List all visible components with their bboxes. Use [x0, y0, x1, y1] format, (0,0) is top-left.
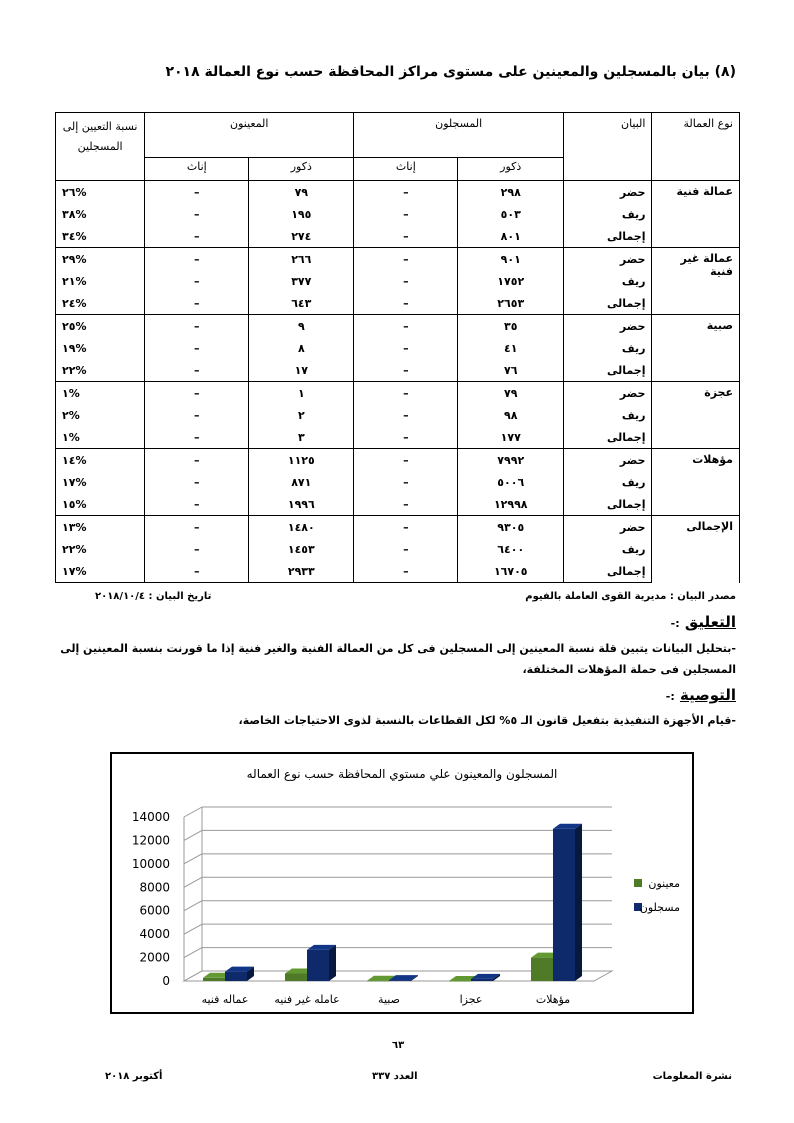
bar-appointed [531, 958, 553, 981]
x-tick-label: عامله غير فنيه [274, 993, 340, 1006]
cell-pct: %٢١ [56, 270, 145, 292]
cell-reg-m: ١٦٧٠٥ [458, 560, 564, 583]
header-bayan: البيان [564, 113, 652, 181]
cell-app-m: ١١٢٥ [249, 449, 354, 472]
cell-pct: %١٥ [56, 493, 145, 516]
cell-bayan: ريف [564, 270, 652, 292]
cell-reg-f: – [354, 225, 458, 248]
y-tick-label: 4000 [139, 927, 170, 942]
cell-bayan: إجمالى [564, 292, 652, 315]
labor-type-cell: عمالة فنية [652, 181, 740, 248]
legend-swatch [634, 879, 642, 887]
recommendation-heading [666, 686, 736, 704]
gridline-side [184, 877, 202, 887]
cell-bayan: حضر [564, 315, 652, 338]
table-row [56, 560, 740, 583]
table-row [56, 538, 740, 560]
cell-bayan: إجمالى [564, 225, 652, 248]
cell-reg-m: ٧٦ [458, 359, 564, 382]
y-tick-label: 12000 [131, 833, 170, 848]
cell-app-f: – [145, 270, 249, 292]
cell-app-m: ١٤٨٠ [249, 516, 354, 539]
comment-text: -بتحليل البيانات يتبين قلة نسبة المعينين إلى المسجلين فى كل من العمالة الفنية والغير فنية إذا ما قورنت بنسبة المعينين إلى المسجلين فى حملة المؤهلات المختلفة، [60, 642, 736, 676]
bar-chart [110, 752, 694, 1014]
cell-app-m: ٣٧٧ [249, 270, 354, 292]
cell-app-m: ١٧ [249, 359, 354, 382]
gridline-side [184, 924, 202, 934]
table-row [56, 359, 740, 382]
cell-reg-m: ٢٦٥٣ [458, 292, 564, 315]
cell-reg-m: ٩٣٠٥ [458, 516, 564, 539]
cell-app-f: – [145, 359, 249, 382]
labor-type-cell: مؤهلات [652, 449, 740, 516]
labor-table [55, 112, 740, 583]
cell-app-m: ٢ [249, 404, 354, 426]
comment-heading-label: التعليق [684, 613, 736, 631]
cell-bayan: إجمالى [564, 426, 652, 449]
header-appointed: المعينون [145, 113, 354, 158]
bar-registered [553, 829, 575, 981]
bar-appointed [203, 978, 225, 981]
header-app-male: ذكور [249, 158, 354, 181]
table-row [56, 471, 740, 493]
cell-reg-f: – [354, 426, 458, 449]
y-tick-label: 8000 [139, 880, 170, 895]
comment-heading-suffix: :- [670, 617, 680, 630]
cell-reg-m: ٧٩٩٢ [458, 449, 564, 472]
header-ratio: نسبة التعيين إلى المسجلين [56, 113, 145, 181]
bar-appointed [449, 981, 471, 982]
table-row [56, 426, 740, 449]
cell-pct: %١٩ [56, 337, 145, 359]
cell-app-f: – [145, 493, 249, 516]
cell-app-f: – [145, 181, 249, 204]
cell-pct: %٢٦ [56, 181, 145, 204]
cell-reg-f: – [354, 516, 458, 539]
footer-publication: نشرة المعلومات [652, 1071, 732, 1082]
cell-bayan: حضر [564, 181, 652, 204]
cell-app-f: – [145, 471, 249, 493]
labor-type-cell: عمالة غير فنية [652, 248, 740, 315]
recommendation-heading-label: التوصية [679, 686, 736, 704]
cell-app-m: ٣ [249, 426, 354, 449]
table-row [56, 404, 740, 426]
cell-app-f: – [145, 225, 249, 248]
cell-reg-f: – [354, 203, 458, 225]
cell-pct: %١٧ [56, 471, 145, 493]
chart-svg [112, 754, 692, 1012]
bar-registered [471, 979, 493, 981]
cell-app-f: – [145, 292, 249, 315]
cell-app-m: ١ [249, 382, 354, 405]
x-tick-label: مؤهلات [535, 993, 571, 1006]
legend-label: معينون [648, 877, 680, 890]
x-tick-label: عماله فنيه [201, 993, 249, 1006]
y-tick-label: 0 [162, 974, 170, 988]
bar-appointed [367, 981, 389, 982]
table-row [56, 292, 740, 315]
cell-reg-m: ٨٠١ [458, 225, 564, 248]
cell-pct: %٢٤ [56, 292, 145, 315]
cell-app-m: ٢٩٣٣ [249, 560, 354, 583]
labor-type-cell: الإجمالى [652, 516, 740, 583]
table-row [56, 315, 740, 338]
table-row [56, 493, 740, 516]
bar-side [329, 945, 336, 981]
x-tick-label: عجزا [459, 993, 483, 1006]
cell-reg-f: – [354, 449, 458, 472]
y-tick-label: 6000 [139, 903, 170, 918]
gridline-side [184, 807, 202, 817]
table-row [56, 382, 740, 405]
labor-type-cell: صبية [652, 315, 740, 382]
cell-pct: %٢٥ [56, 315, 145, 338]
cell-reg-m: ٤١ [458, 337, 564, 359]
cell-reg-f: – [354, 560, 458, 583]
bar-appointed [285, 973, 307, 981]
cell-pct: %١٣ [56, 516, 145, 539]
cell-reg-f: – [354, 181, 458, 204]
cell-bayan: حضر [564, 382, 652, 405]
table-row [56, 337, 740, 359]
cell-pct: %٢٢ [56, 538, 145, 560]
header-reg-male: ذكور [458, 158, 564, 181]
cell-app-m: ١٤٥٣ [249, 538, 354, 560]
table-row [56, 248, 740, 271]
header-reg-female: إناث [354, 158, 458, 181]
footer-date: أكتوبر ٢٠١٨ [105, 1071, 163, 1082]
cell-bayan: ريف [564, 471, 652, 493]
recommendation-heading-suffix: :- [665, 690, 675, 703]
cell-reg-m: ٥٠٣ [458, 203, 564, 225]
footer-issue: العدد ٣٣٧ [372, 1071, 418, 1082]
cell-pct: %١٧ [56, 560, 145, 583]
cell-app-f: – [145, 560, 249, 583]
cell-reg-m: ٦٤٠٠ [458, 538, 564, 560]
bar-registered [389, 980, 411, 981]
y-tick-label: 2000 [139, 950, 170, 965]
cell-reg-m: ١٧٧ [458, 426, 564, 449]
bar-registered [307, 950, 329, 981]
labor-type-cell: عجزة [652, 382, 740, 449]
cell-pct: %١ [56, 382, 145, 405]
cell-pct: %٣٤ [56, 225, 145, 248]
gridline-side [184, 830, 202, 840]
cell-app-f: – [145, 538, 249, 560]
table-row [56, 270, 740, 292]
gridline-side [184, 948, 202, 958]
bar-side [575, 824, 582, 981]
data-source: مصدر البيان : مديرية القوى العاملة بالفيوم [525, 591, 736, 602]
cell-pct: %٢ [56, 404, 145, 426]
table-row [56, 516, 740, 539]
cell-reg-m: ٥٠٠٦ [458, 471, 564, 493]
cell-app-f: – [145, 382, 249, 405]
header-app-female: إناث [145, 158, 249, 181]
table-row [56, 225, 740, 248]
cell-reg-m: ٩٨ [458, 404, 564, 426]
cell-app-m: ٩ [249, 315, 354, 338]
cell-app-m: ٨ [249, 337, 354, 359]
cell-pct: %٢٢ [56, 359, 145, 382]
cell-reg-f: – [354, 248, 458, 271]
page-number: ٦٣ [392, 1040, 405, 1051]
cell-reg-f: – [354, 382, 458, 405]
cell-reg-m: ٧٩ [458, 382, 564, 405]
cell-reg-f: – [354, 471, 458, 493]
cell-bayan: ريف [564, 404, 652, 426]
cell-app-m: ٦٤٣ [249, 292, 354, 315]
cell-reg-f: – [354, 270, 458, 292]
cell-reg-m: ٩٠١ [458, 248, 564, 271]
cell-app-m: ٢٦٦ [249, 248, 354, 271]
cell-app-f: – [145, 449, 249, 472]
cell-reg-f: – [354, 538, 458, 560]
cell-app-m: ٢٧٤ [249, 225, 354, 248]
page-title: (٨) بيان بالمسجلين والمعينين على مستوى مراكز المحافظة حسب نوع العمالة ٢٠١٨ [165, 64, 736, 80]
cell-app-f: – [145, 248, 249, 271]
bar-registered [225, 972, 247, 981]
y-tick-label: 14000 [131, 810, 170, 824]
cell-app-f: – [145, 404, 249, 426]
cell-bayan: حضر [564, 449, 652, 472]
cell-bayan: إجمالى [564, 493, 652, 516]
cell-app-f: – [145, 337, 249, 359]
table-row [56, 181, 740, 204]
data-date: تاريخ البيان : ٢٠١٨/١٠/٤ [95, 591, 212, 602]
cell-bayan: حضر [564, 516, 652, 539]
cell-pct: %١٤ [56, 449, 145, 472]
cell-reg-f: – [354, 337, 458, 359]
cell-bayan: إجمالى [564, 560, 652, 583]
cell-reg-f: – [354, 404, 458, 426]
cell-app-f: – [145, 203, 249, 225]
comment-heading [671, 613, 736, 631]
chart-title: المسجلون والمعينون علي مستوي المحافظة حسب نوع العماله [246, 767, 558, 781]
recommendation-text: -قيام الأجهزة التنفيذية بتفعيل قانون الـ ٥% لكل القطاعات بالنسبة لذوى الاحتياجات الخاصة، [238, 714, 736, 727]
cell-reg-f: – [354, 292, 458, 315]
cell-reg-m: ١٢٩٩٨ [458, 493, 564, 516]
cell-reg-m: ٢٩٨ [458, 181, 564, 204]
cell-app-f: – [145, 516, 249, 539]
header-registered: المسجلون [354, 113, 564, 158]
cell-reg-m: ٣٥ [458, 315, 564, 338]
cell-pct: %١ [56, 426, 145, 449]
cell-app-m: ٧٩ [249, 181, 354, 204]
cell-pct: %٢٩ [56, 248, 145, 271]
gridline-side [184, 901, 202, 911]
table-row [56, 449, 740, 472]
cell-reg-f: – [354, 315, 458, 338]
cell-reg-f: – [354, 359, 458, 382]
legend-label: مسجلون [639, 901, 680, 914]
header-type: نوع العمالة [652, 113, 740, 181]
cell-app-m: ١٩٩٦ [249, 493, 354, 516]
cell-app-f: – [145, 426, 249, 449]
cell-app-m: ٨٧١ [249, 471, 354, 493]
cell-bayan: حضر [564, 248, 652, 271]
cell-app-f: – [145, 315, 249, 338]
gridline-side [184, 854, 202, 864]
cell-app-m: ١٩٥ [249, 203, 354, 225]
x-tick-label: صبية [378, 993, 400, 1006]
cell-bayan: ريف [564, 337, 652, 359]
cell-bayan: ريف [564, 203, 652, 225]
y-tick-label: 10000 [131, 856, 170, 871]
table-row [56, 203, 740, 225]
cell-pct: %٣٨ [56, 203, 145, 225]
cell-bayan: إجمالى [564, 359, 652, 382]
cell-bayan: ريف [564, 538, 652, 560]
cell-reg-m: ١٧٥٢ [458, 270, 564, 292]
cell-reg-f: – [354, 493, 458, 516]
